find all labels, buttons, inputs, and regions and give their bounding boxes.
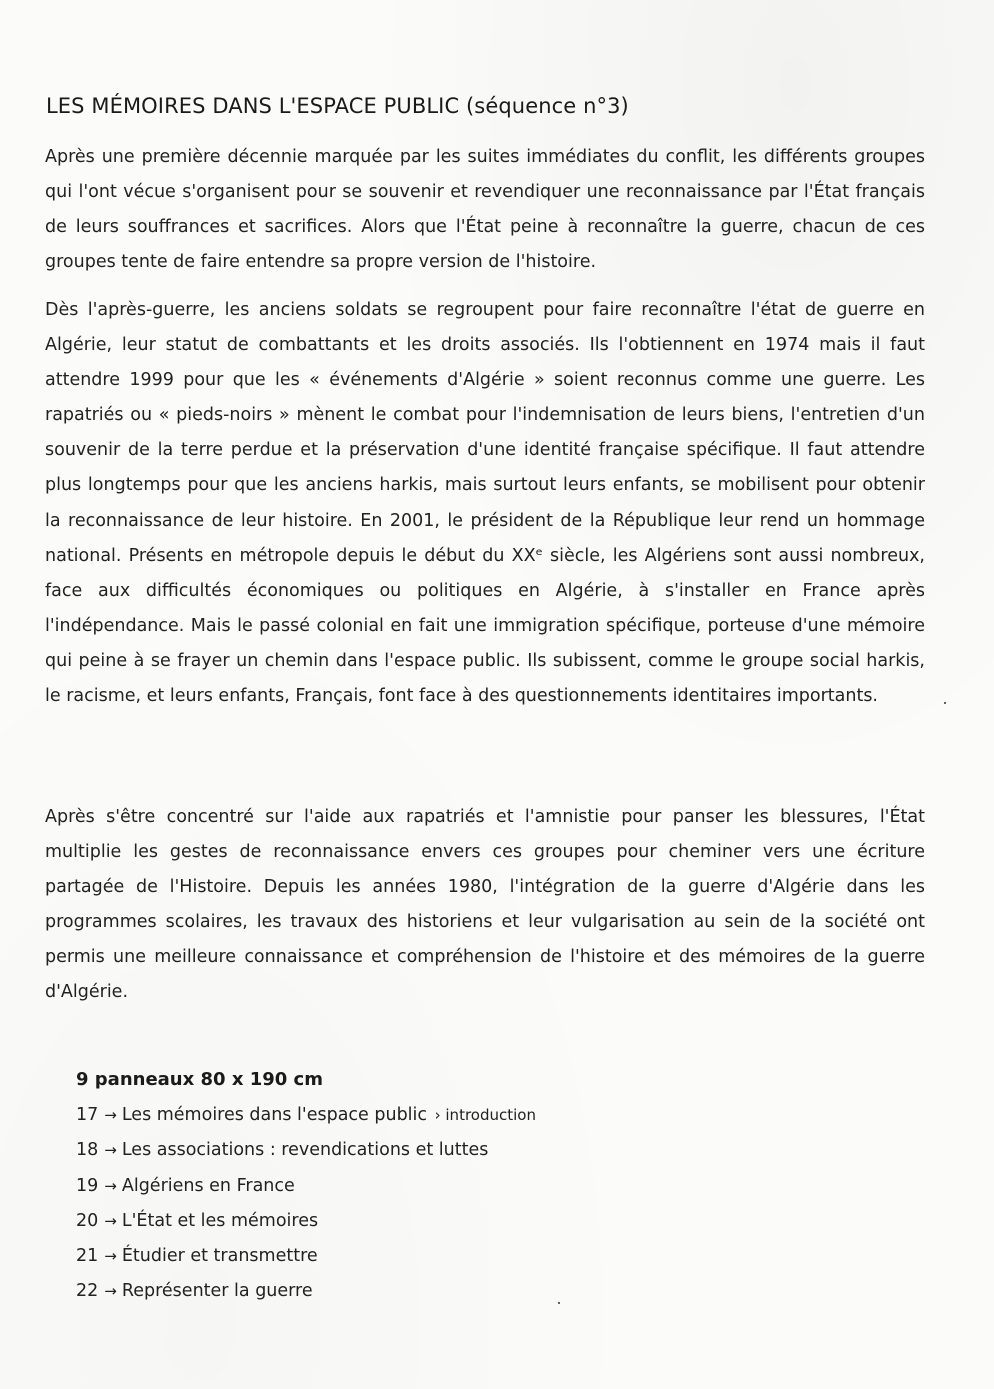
arrow-right-icon: → — [104, 1176, 117, 1195]
arrow-right-icon: → — [104, 1211, 117, 1230]
panel-number: 18 — [76, 1140, 99, 1161]
panel-number: 17 — [76, 1105, 99, 1125]
panels-section — [76, 1062, 776, 1310]
paragraph-intro: Après une première décennie marquée par les suites immédiates du conflit, les différents groupes qui l'ont vécue s'organisent pour se souvenir et revendiquer une reconnaissance par l'État français de leurs souffrances et sacrifices. Alors que l'État peine à reconnaître la guerre, chacun de ces groupes tente de faire entendre sa propre version de l'histoire. — [45, 147, 925, 273]
page-title: LES MÉMOIRES DANS L'ESPACE PUBLIC (séquence n°3) — [46, 94, 629, 118]
panel-label: Les associations : revendications et luttes — [121, 1140, 489, 1161]
panel-detail: › introduction — [434, 1106, 536, 1124]
list-item — [76, 1133, 776, 1168]
panel-label: L'État et les mémoires — [121, 1210, 319, 1231]
panels-list — [76, 1098, 776, 1310]
list-item — [76, 1204, 776, 1239]
scan-speck — [944, 702, 946, 704]
panels-heading: 9 panneaux 80 x 190 cm — [76, 1069, 323, 1090]
paragraph-state: Après s'être concentré sur l'aide aux rapatriés et l'amnistie pour panser les blessures, l'État multiplie les gestes de reconnaissance envers ces groupes pour cheminer vers une écriture partagée de l'Histoire. Depuis les années 1980, l'intégration de la guerre d'Algérie dans les programmes scolaires, les travaux des historiens et leur vulgarisation au sein de la société ont permis une meilleure connaissance et compréhension de l'histoire et des mémoires de la guerre d'Algérie. — [45, 807, 925, 1003]
panel-number: 22 — [76, 1281, 99, 1302]
panel-label: Les mémoires dans l'espace public — [121, 1105, 428, 1125]
scan-speck — [558, 1302, 560, 1304]
panel-number: 20 — [76, 1210, 99, 1231]
arrow-right-icon: → — [104, 1106, 117, 1124]
panel-label: Étudier et transmettre — [121, 1246, 318, 1267]
arrow-right-icon: → — [104, 1141, 117, 1160]
panel-number: 21 — [76, 1246, 99, 1267]
list-item — [76, 1169, 776, 1204]
paragraph-groups: Dès l'après-guerre, les anciens soldats se regroupent pour faire reconnaître l'état de guerre en Algérie, leur statut de combattants et les droits associés. Ils l'obtiennent en 1974 mais il faut attendre 1999 pour que les « événements d'Algérie » soient reconnus comme une guerre. Les rapatriés ou « pieds-noirs » mènent le combat pour l'indemnisation de leurs biens, l'entretien d'un souvenir de la terre perdue et la préservation d'une identité française spécifique. Il faut attendre plus longtemps pour que les anciens harkis, mais surtout leurs enfants, se mobilisent pour obtenir la reconnaissance de leur histoire. En 2001, le président de la République leur rend un hommage national. Présents en métropole depuis le début du XXᵉ siècle, les Algériens sont aussi nombreux, face aux difficultés économiques ou politiques en Algérie, à s'installer en France après l'indépendance. Mais le passé colonial en fait une immigration spécifique, porteuse d'une mémoire qui peine à se frayer un chemin dans l'espace public. Ils subissent, comme le groupe social harkis, le racisme, et leurs enfants, Français, font face à des questionnements identitaires importants. — [45, 300, 925, 707]
arrow-right-icon: → — [104, 1247, 117, 1266]
panel-number: 19 — [76, 1175, 99, 1196]
list-item — [76, 1274, 776, 1309]
panel-label: Algériens en France — [121, 1175, 295, 1196]
list-item — [76, 1098, 776, 1133]
panel-label: Représenter la guerre — [121, 1281, 313, 1302]
arrow-right-icon: → — [104, 1282, 117, 1301]
list-item — [76, 1239, 776, 1274]
